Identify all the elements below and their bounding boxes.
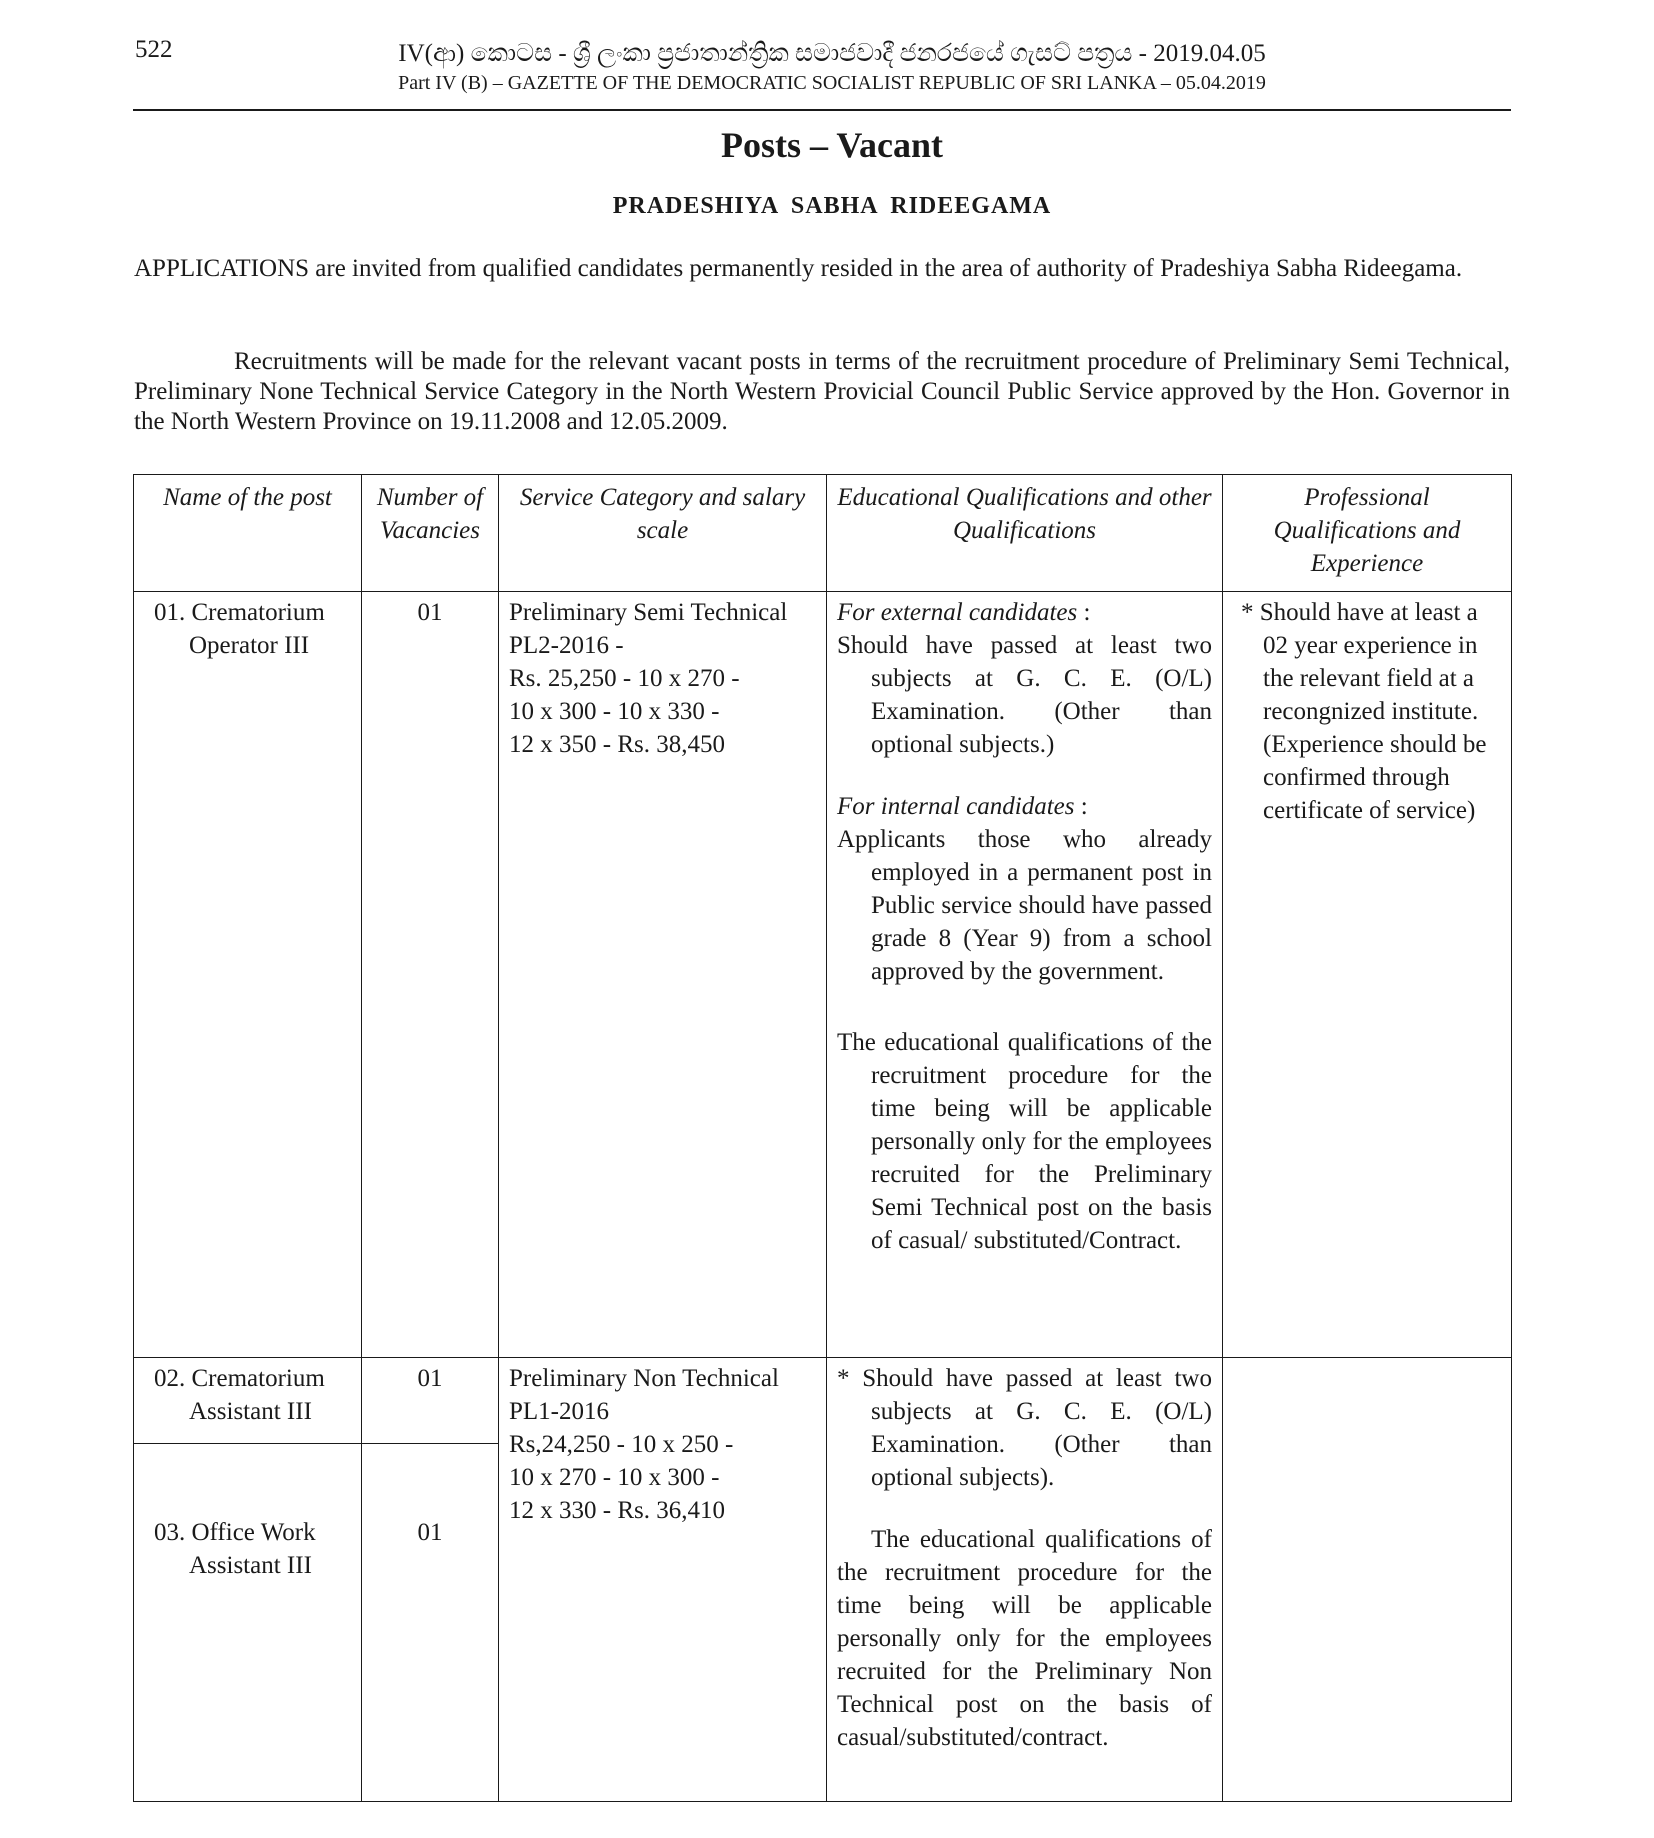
header-rule <box>133 109 1511 111</box>
service-category: Preliminary Semi Technical PL2-2016 - <box>509 599 788 659</box>
salary-scale-line: 10 x 270 - 10 x 300 - <box>509 1464 720 1491</box>
professional-qualifications-cell <box>1223 592 1512 1358</box>
post-name-cell <box>134 1358 362 1444</box>
internal-candidates-text: Applicants those who already employed in a permanent post in Public service should have passed grade 8 (Year 9) from a school approved by the government. <box>837 826 1212 985</box>
post-name-cell <box>134 1444 362 1802</box>
vacancies-cell: 01 <box>362 592 499 1358</box>
table-row <box>134 592 1512 1358</box>
recruitment-paragraph: Recruitments will be made for the relevant vacant posts in terms of the recruitment procedure of Preliminary Semi Technical, Preliminary None Technical Service Category in the North Western Provicial Council Public Service approved by the Hon. Governor in the North Western Province on 19.11.2008 and 12.05.2009. <box>134 348 1510 435</box>
organization-name: PRADESHIYA SABHA RIDEEGAMA <box>612 193 1052 219</box>
post-name: 02. Crematorium Assistant III <box>154 1365 325 1425</box>
intro-paragraph: APPLICATIONS are invited from qualified candidates permanently resided in the area of authority of Pradeshiya Sabha Rideegama. <box>134 255 1463 282</box>
page-title: Posts – Vacant <box>720 125 944 165</box>
header-vacancies: Number of Vacancies <box>362 475 499 592</box>
vacancies-cell: 01 <box>362 1444 499 1802</box>
post-name-cell <box>134 592 362 1358</box>
table-row <box>134 1358 1512 1444</box>
table-header-row <box>134 475 1512 592</box>
salary-scale-line: 10 x 300 - 10 x 330 - <box>509 698 720 725</box>
educational-qualifications-cell <box>827 1358 1223 1802</box>
educational-qualifications-cell <box>827 592 1223 1358</box>
educational-requirement: * Should have passed at least two subjects at G. C. E. (O/L) Examination. (Other than optional subjects). <box>837 1365 1212 1491</box>
salary-scale-line: 12 x 330 - Rs. 36,410 <box>509 1497 725 1524</box>
professional-qualifications: * Should have at least a 02 year experience in the relevant field at a recongnized institute. (Experience should be confirmed through certificate of service) <box>1241 599 1487 824</box>
page-number: 522 <box>135 36 173 63</box>
header-post-name: Name of the post <box>134 475 362 592</box>
posts-table <box>133 474 1512 1802</box>
post-name: 03. Office Work Assistant III <box>154 1519 316 1579</box>
qualification-note: The educational qualifications of the recruitment procedure for the time being will be applicable personally only for the employees recruited for the Preliminary Semi Technical post on the basis of casual/ substituted/Contract. <box>837 1029 1212 1254</box>
header-professional-qualifications: Professional Qualifications and Experience <box>1223 475 1512 592</box>
service-category-cell <box>499 592 827 1358</box>
service-category: Preliminary Non Technical PL1-2016 <box>509 1365 779 1425</box>
internal-candidates-label: For internal candidates : <box>837 793 1088 820</box>
service-category-cell <box>499 1358 827 1802</box>
external-candidates-text: Should have passed at least two subjects at G. C. E. (O/L) Examination. (Other than optional subjects.) <box>837 632 1212 758</box>
salary-scale-line: Rs,24,250 - 10 x 250 - <box>509 1431 734 1458</box>
vacancies-cell: 01 <box>362 1358 499 1444</box>
gazette-header-english: Part IV (B) – GAZETTE OF THE DEMOCRATIC SOCIALIST REPUBLIC OF SRI LANKA – 05.04.2019 <box>398 72 1266 94</box>
header-service-category: Service Category and salary scale <box>499 475 827 592</box>
gazette-header-sinhala: IV(ආ) කොටස - ශ්‍රී ලංකා ප්‍රජාතාන්ත්‍රික සමාජවාදී ජනරජයේ ගැසට් පත්‍රය - 2019.04.05 <box>398 40 1266 67</box>
salary-scale-line: 12 x 350 - Rs. 38,450 <box>509 731 725 758</box>
post-name: 01. Crematorium Operator III <box>154 599 325 659</box>
professional-qualifications-cell <box>1223 1358 1512 1802</box>
salary-scale-line: Rs. 25,250 - 10 x 270 - <box>509 665 740 692</box>
external-candidates-label: For external candidates : <box>837 599 1091 626</box>
header-educational-qualifications: Educational Qualifications and other Qualifications <box>827 475 1223 592</box>
qualification-note: The educational qualifications of the recruitment procedure for the time being will be applicable personally only for the employees recruited for the Preliminary Non Technical post on the basis of casual/substituted/contract. <box>837 1526 1212 1751</box>
